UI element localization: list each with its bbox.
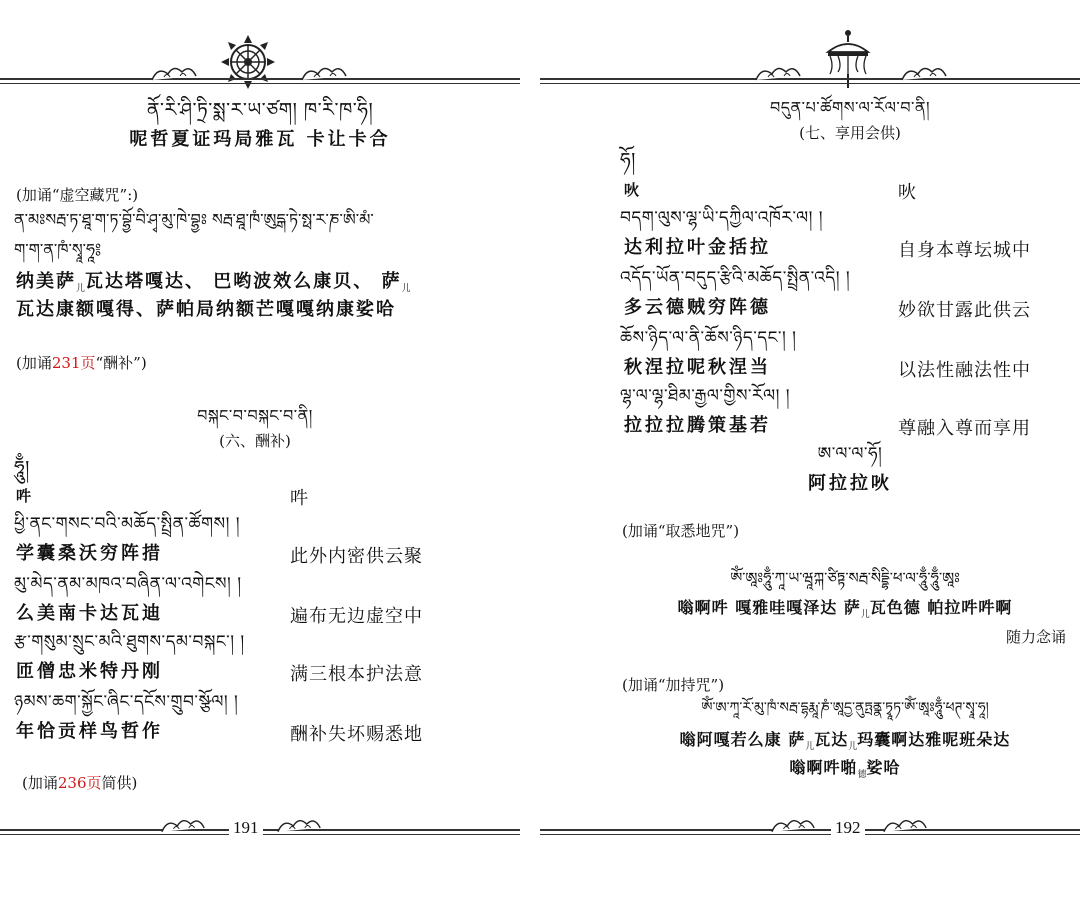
cloud-ornament-icon	[160, 816, 208, 836]
section-title-tibetan: བསྐང་བ་བསྐང་བ་ནི།	[197, 406, 313, 425]
verse-tibetan: བདག་ལུས་ལྷ་ཡི་དཀྱིལ་འཁོར་ལ། །	[620, 208, 824, 228]
cloud-ornament-icon	[754, 64, 804, 84]
mantra-tibetan-line: ག་ག་ན་ཁཾ་སྭཱ་ཧཱ༔	[14, 240, 102, 259]
top-rule-thin	[0, 83, 520, 84]
verse-chinese: 酬补失坏赐悉地	[290, 724, 423, 745]
note-siddhi-mantra: (加诵“取悉地咒”)	[622, 522, 740, 540]
title-chinese: (七、享用会供)	[799, 124, 901, 142]
note-supplement: (加诵231页“酬补”)	[16, 354, 147, 372]
verse-tibetan: ཆོས་ཉིད་ལ་ནི་ཆོས་ཉིད་དང་། །	[620, 328, 797, 348]
mantra-transliteration-line: 嗡阿嘎若么康 萨$_儿$瓦达$_儿$玛囊啊达雅呢班朵达	[679, 730, 1011, 752]
section-title-chinese: (六、酬补)	[219, 432, 291, 450]
top-rule-thin	[540, 83, 1080, 84]
seed-syllable-transliteration: 吙	[624, 181, 643, 199]
verse-chinese: 尊融入尊而享用	[898, 418, 1031, 439]
verse-tibetan: མུ་མེད་ནམ་མཁའ་བཞིན་ལ་འགེངས། །	[14, 574, 242, 594]
page-reference: 231页	[51, 354, 96, 372]
note-simple-offering: (加诵236页简供)	[22, 774, 138, 792]
verse-transliteration: 匝僧忠米特丹刚	[16, 661, 163, 682]
verse-chinese: 满三根本护法意	[290, 664, 423, 685]
verse-transliteration: 达利拉叶金括拉	[624, 237, 771, 258]
closing-transliteration: 阿拉拉吙	[808, 473, 892, 494]
mantra-instruction: 随力念诵	[1005, 628, 1066, 646]
parasol-icon	[822, 28, 874, 90]
mantra-transliteration-line: 嗡啊吽啪$_德$娑哈	[789, 758, 901, 780]
seed-syllable-transliteration: 吽	[16, 487, 35, 505]
cloud-ornament-icon	[900, 64, 950, 84]
seed-syllable-tibetan: ཧཱུྃ།	[14, 457, 30, 479]
title-chinese: 呢哲夏证玛局雅瓦 卡让卡合	[129, 129, 391, 150]
top-rule	[0, 78, 520, 80]
verse-transliteration: 秋涅拉呢秋涅当	[624, 357, 771, 378]
right-page	[540, 0, 1080, 899]
verse-transliteration: 学囊桑沃穷阵措	[16, 543, 163, 564]
closing-tibetan: ཨ་ལ་ལ་ཧོ།	[817, 444, 883, 464]
verse-transliteration: 多云德贼穷阵德	[624, 297, 771, 318]
mantra-transliteration-line: 瓦达康额嘎得、萨帕局纳额芒嘎嘎纳康娑哈	[16, 299, 396, 320]
cloud-ornament-icon	[300, 64, 350, 84]
mantra-tibetan-line: ན་མཿསརྦ་ཏ་ཐཱ་ག་ཏ་བྷྱོ་བི་ཤྭ་མུ་ཁེ་བྷྱཿ སརྦ་ཐཱ་ཁཾ་ཨུདྒ་ཏེ་སྥ་ར་ཎ་ཨི་མཾ་	[14, 210, 374, 229]
page-number: 192	[831, 818, 865, 838]
title-tibetan: ནོ་རི་ཤི་ཏྲི་སྨ་ར་ཡ་ཙག། ཁ་རི་ཁ་ཧི།	[146, 99, 374, 121]
verse-chinese: 妙欲甘露此供云	[898, 300, 1031, 321]
verse-transliteration: 么美南卡达瓦迪	[16, 603, 163, 624]
verse-chinese: 遍布无边虚空中	[290, 606, 423, 627]
seed-syllable-tibetan: ཧོ།	[620, 149, 636, 171]
verse-chinese: 自身本尊坛城中	[898, 240, 1031, 261]
verse-tibetan: ལྷ་ལ་ལྷ་ཐིམ་རྒྱལ་གྱིས་རོལ། །	[620, 386, 791, 406]
note-blessing-mantra: (加诵“加持咒”)	[622, 676, 725, 694]
mantra-transliteration-line: 纳美萨$_儿$瓦达塔嘎达、 巴哟波效么康贝、 萨$_儿$	[16, 271, 411, 294]
verse-tibetan: ཉམས་ཆག་སྐྱོང་ཞིང་དངོས་གྲུབ་སྩོལ། །	[14, 692, 239, 712]
verse-chinese: 此外内密供云聚	[290, 546, 423, 567]
cloud-ornament-icon	[150, 64, 200, 84]
cloud-ornament-icon	[882, 816, 930, 836]
page-reference: 236页	[57, 774, 102, 792]
seed-syllable-chinese: 吙	[898, 182, 917, 203]
mantra-transliteration-line: 嗡啊吽 嘎雅哇嘎泽达 萨$_儿$瓦色德 帕拉吽吽啊	[677, 598, 1013, 620]
cloud-ornament-icon	[770, 816, 818, 836]
mantra-tibetan-line: ཨོཾ་ཨ་ཀཱ་རོ་མུ་ཁཾ་སརྦ་དྷརྨཱ་ཎཾ་ཨཱདྱ་ནུཏྤནྣ་ཏྭཱཏ་ཨོཾ་ཨཱཿཧཱུྃ་ཕཊ་སྭཱ་ཧཱ།	[701, 700, 989, 716]
verse-tibetan: ཕྱི་ནང་གསང་བའི་མཆོད་སྤྲིན་ཚོགས། །	[14, 514, 241, 534]
verse-transliteration: 年恰贡样鸟哲作	[16, 721, 163, 742]
mantra-tibetan-line: ཨོཾ་ཨཱཿཧཱུྃ་ཀཱ་ཡ་ཝཱཀྐ་ཙིཏྟ་སརྦ་སིདྡྷི་ཕ་ལ་ཧཱུྃ་ཧཱུྃ་ཨཱཿ	[730, 569, 960, 587]
verse-tibetan: རྩ་གསུམ་སྲུང་མའི་ཐུགས་དམ་བསྐང་། །	[14, 632, 245, 652]
seed-syllable-chinese: 吽	[290, 488, 309, 509]
page-number: 191	[229, 818, 263, 838]
verse-tibetan: འདོད་ཡོན་བདུད་རྩིའི་མཆོད་སྤྲིན་འདི། །	[620, 268, 851, 288]
cloud-ornament-icon	[276, 816, 324, 836]
verse-transliteration: 拉拉拉腾策基若	[624, 415, 771, 436]
top-rule	[540, 78, 1080, 80]
note-void-mantra: (加诵“虚空藏咒”:)	[16, 186, 139, 204]
title-tibetan: བདུན་པ་ཚོགས་ལ་རོལ་བ་ནི།	[769, 98, 931, 117]
verse-chinese: 以法性融法性中	[898, 360, 1031, 381]
